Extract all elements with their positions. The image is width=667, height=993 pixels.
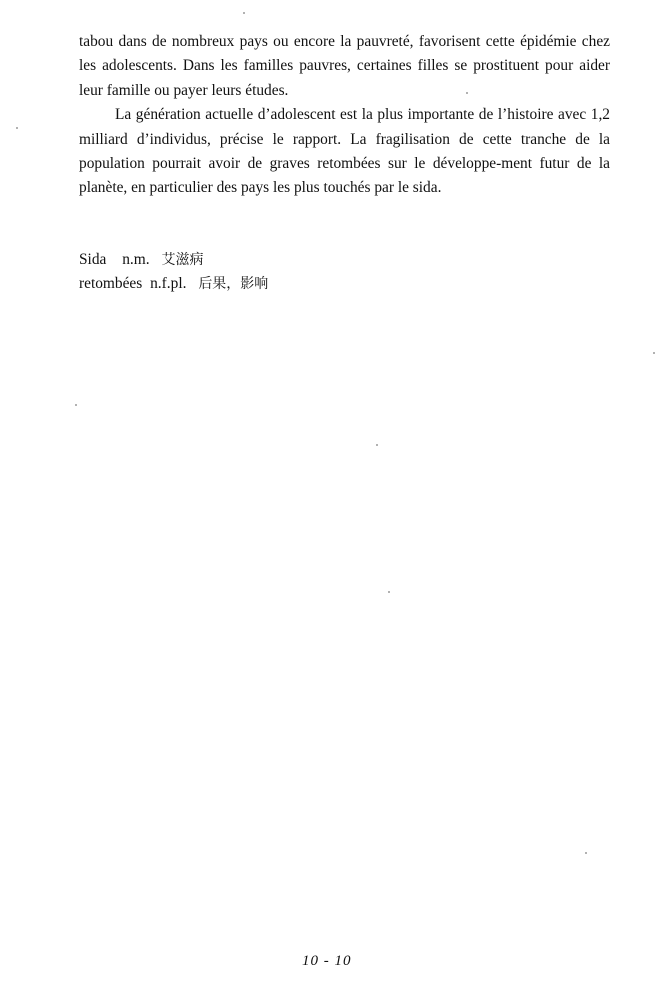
vocabulary-glossary (79, 248, 268, 296)
glossary-entry-sida (79, 248, 268, 272)
glossary-term: Sida (79, 251, 107, 268)
glossary-term: retombées (79, 275, 143, 292)
glossary-translation: 艾滋病 (161, 252, 204, 268)
scan-speck (243, 12, 245, 14)
body-text (79, 30, 610, 201)
page-number: 10 - 10 (302, 953, 352, 969)
scan-speck (388, 591, 390, 593)
glossary-part-of-speech: n.f.pl. (150, 275, 187, 292)
scan-speck (16, 127, 18, 129)
scan-speck (376, 444, 378, 446)
paragraph-continuation: tabou dans de nombreux pays ou encore la pauvreté, favorisent cette épidémie chez les adolescents. Dans les familles pauvres, certaines filles se prostituent pour aider leur famille ou payer leurs études. (79, 33, 610, 99)
paragraph-generation: La génération actuelle d’adolescent est la plus importante de l’histoire avec 1,2 milliard d’individus, précise le rapport. La fragilisation de cette tranche de la population pourrait avoir de graves retombées sur le développe-ment futur de la planète, en particulier des pays les plus touchés par le sida. (79, 106, 610, 197)
scan-speck (466, 92, 468, 94)
scan-speck (75, 404, 77, 406)
glossary-part-of-speech: n.m. (122, 251, 150, 268)
glossary-entry-retombees (79, 272, 268, 296)
scan-speck (585, 852, 587, 854)
glossary-translation: 后果，影响 (198, 276, 269, 292)
scan-speck (653, 352, 655, 354)
